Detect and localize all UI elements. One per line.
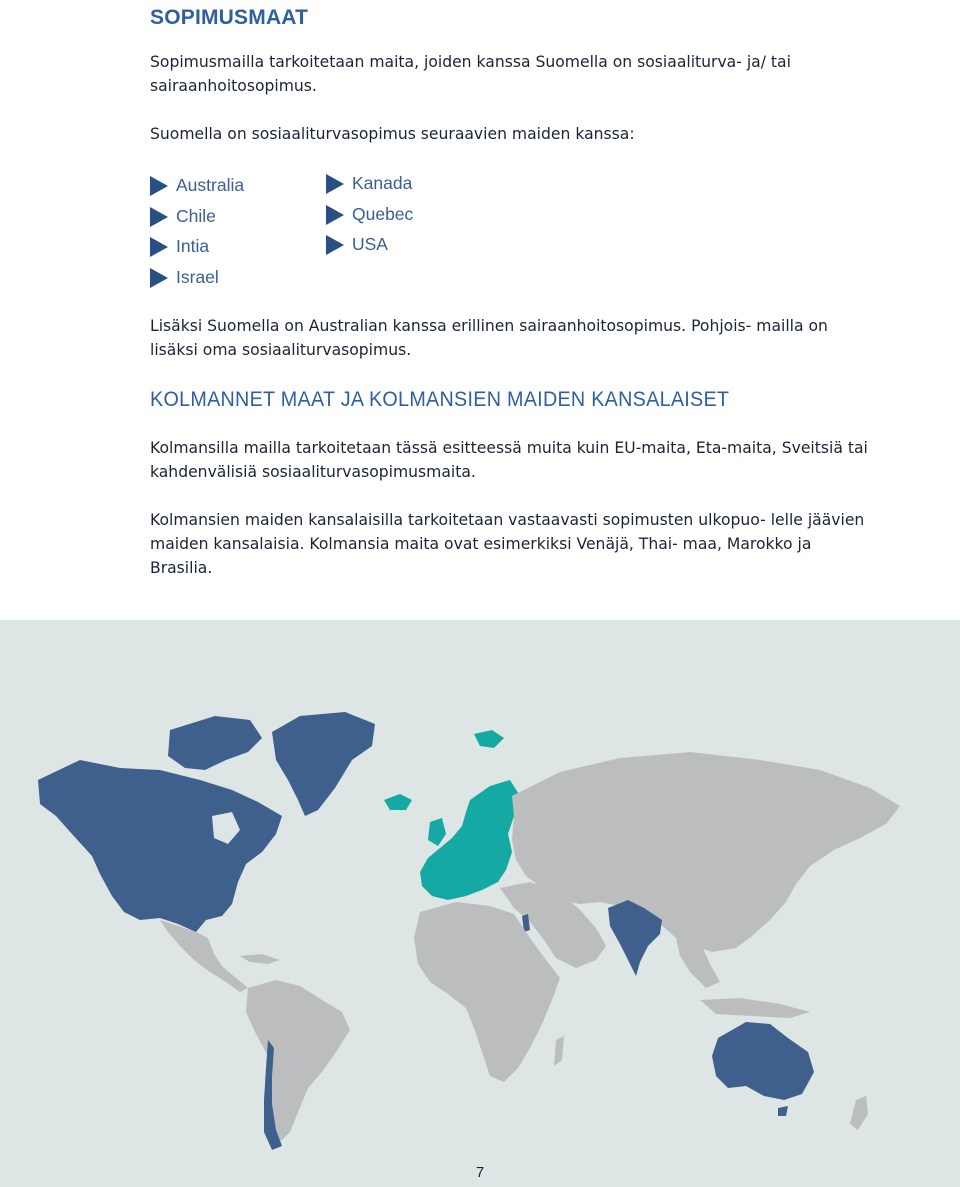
map-indonesia [700, 998, 810, 1018]
map-iceland [384, 794, 412, 810]
map-madagascar [554, 1036, 564, 1066]
map-central-america [160, 920, 248, 992]
map-svalbard [474, 730, 504, 748]
paragraph-third-countries-definition: Kolmansilla mailla tarkoitetaan tässä esitteessä muita kuin EU-maita, Eta-maita, Sveitsiä tai kahdenvälisiä sosiaaliturvasopimusmaita. [150, 439, 868, 481]
map-south-america [246, 980, 350, 1142]
world-map-svg [0, 620, 960, 1187]
map-new-zealand [850, 1096, 868, 1130]
country-list-left [150, 170, 244, 292]
paragraph-definition: Sopimusmailla tarkoitetaan maita, joiden kanssa Suomella on sosiaaliturva- ja/ tai sairaanhoitosopimus. [150, 53, 791, 95]
paragraph-third-country-nationals: Kolmansien maiden kansalaisilla tarkoitetaan vastaavasti sopimusten ulkopuo- lelle jäävien maiden kansalaisia. Kolmansia maita ovat esimerkiksi Venäjä, Thai- maa, Marokko ja Brasilia. [150, 511, 865, 577]
triangle-bullet-icon [326, 205, 344, 225]
map-canada-arctic [168, 716, 262, 770]
section-title-sopimusmaat: SOPIMUSMAAT [150, 6, 309, 29]
page-number: 7 [475, 1164, 485, 1181]
section-title-third-countries: KOLMANNET MAAT JA KOLMANSIEN MAIDEN KANSALAISET [150, 388, 730, 411]
list-item: USA [326, 229, 413, 260]
triangle-bullet-icon [150, 268, 168, 288]
list-item: Quebec [326, 199, 413, 230]
triangle-bullet-icon [326, 174, 344, 194]
paragraph-additional-agreements: Lisäksi Suomella on Australian kanssa erillinen sairaanhoitosopimus. Pohjois- mailla on lisäksi oma sosiaaliturvasopimus. [150, 317, 828, 359]
paragraph-list-intro: Suomella on sosiaaliturvasopimus seuraavien maiden kanssa: [150, 125, 635, 143]
country-list-right [326, 168, 413, 260]
list-item: Chile [150, 201, 244, 232]
triangle-bullet-icon [150, 237, 168, 257]
map-north-america [38, 760, 282, 932]
world-map [0, 620, 960, 1187]
map-australia [712, 1022, 814, 1100]
list-item: Australia [150, 170, 244, 201]
triangle-bullet-icon [326, 235, 344, 255]
list-item: Kanada [326, 168, 413, 199]
triangle-bullet-icon [150, 207, 168, 227]
triangle-bullet-icon [150, 176, 168, 196]
map-tasmania [778, 1106, 788, 1116]
list-item: Intia [150, 231, 244, 262]
map-greenland [272, 712, 375, 816]
map-caribbean [240, 954, 280, 964]
list-item: Israel [150, 262, 244, 293]
map-british-isles [428, 818, 446, 846]
